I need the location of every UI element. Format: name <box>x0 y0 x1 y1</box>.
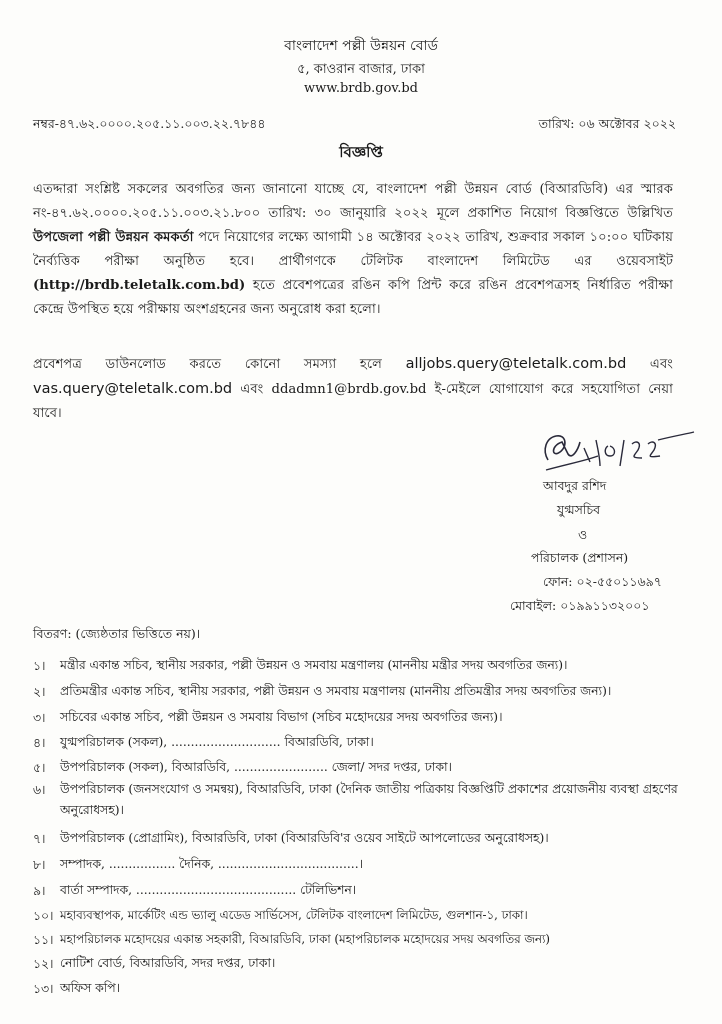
p1-text-a: এতদ্দারা সংশ্লিষ্ট সকলের অবগতির জন্য জানানো যাচ্ছে যে, বাংলাদেশ পল্লী উন্নয়ন বোর্ড (বিআরডিবি) এর স্মারক নং-৪৭.৬২.০০০০.২০৫.১১.০০৩.২১.৮০০ তারিখ: ৩০ জানুয়ারি ২০২২ মূলে প্রকাশিত নিয়োগ বিজ্ঞপ্তিতে উল্লিখিত <box>33 182 673 221</box>
p2-text-b: এবং <box>626 357 673 372</box>
p2-text-a: প্রবেশপত্র ডাউনলোড করতে কোনো সমস্যা হলে <box>33 357 406 372</box>
signatory-name: আবদুর রশিদ <box>543 478 607 493</box>
signatory-designation: যুগ্মসচিব <box>557 502 601 517</box>
list-item-number: ৩। <box>33 711 46 725</box>
list-item-number: ৭। <box>33 832 46 846</box>
p2-text-d: ই-মেইলে যোগাযোগ করে সহযোগিতা নেয়া যাবে। <box>33 382 674 421</box>
handwritten-signature <box>538 420 698 482</box>
notice-paragraph-2 <box>33 352 673 426</box>
list-item: উপপরিচালক (সকল), বিআরডিবি, ........................ জেলা/ সদর দপ্তর, ঢাকা। <box>60 760 452 774</box>
memo-number: নম্বর-৪৭.৬২.০০০০.২০৫.১১.০০৩.২২.৭৮৪৪ <box>33 116 266 131</box>
p1-text-c: হতে প্রবেশপত্রের রঙিন কপি প্রিন্ট করে রঙিন প্রবেশপত্রসহ নির্ধারিত পরীক্ষা কেন্দ্রে উপস্থিত হয়ে পরীক্ষায় অংশগ্রহনের জন্য অনুরোধ করা হলো। <box>33 278 673 317</box>
signatory-mobile: মোবাইল: ০১৯৯১১৩২০০১ <box>510 598 650 613</box>
list-item-number: ১২। <box>33 957 54 971</box>
list-item-number: ১১। <box>33 933 54 947</box>
org-name: বাংলাদেশ পল্লী উন্নয়ন বোর্ড <box>284 38 438 54</box>
list-item: প্রতিমন্ত্রীর একান্ত সচিব, স্থানীয় সরকার, পল্লী উন্নয়ন ও সমবায় মন্ত্রণালয় (মাননীয় প্রতিমন্ত্রীর সদয় অবগতির জন্য)। <box>60 684 612 698</box>
list-item: মহাপরিচালক মহোদয়ের একান্ত সহকারী, বিআরডিবি, ঢাকা (মহাপরিচালক মহোদয়ের সদয় অবগতির জন্য) <box>60 932 550 946</box>
admit-card-url[interactable]: (http://brdb.teletalk.com.bd) <box>33 278 246 293</box>
list-item: সম্পাদক, ................. দৈনিক, ....................................। <box>60 857 364 871</box>
signatory-phone: ফোন: ০২-৫৫০১১৬৯৭ <box>543 574 662 589</box>
org-website: www.brdb.gov.bd <box>303 81 418 96</box>
list-item: মন্ত্রীর একান্ত সচিব, স্থানীয় সরকার, পল্লী উন্নয়ন ও সমবায় মন্ত্রণালয় (মাননীয় মন্ত্রীর সদয় অবগতির জন্য)। <box>60 658 568 672</box>
email-vas[interactable]: vas.query@teletalk.com.bd <box>33 381 233 397</box>
list-item: মহাব্যবস্থাপক, মার্কেটিং এন্ড ভ্যালু এডেড সার্ভিসেস, টেলিটক বাংলাদেশ লিমিটেড, গুলশান-১, ঢাকা। <box>60 908 528 922</box>
notice-title: বিজ্ঞপ্তি <box>339 143 383 161</box>
post-name: উপজেলা পল্লী উন্নয়ন কমকর্তা <box>33 230 194 245</box>
list-item-number: ৯। <box>33 884 46 898</box>
list-item-number: ১৩। <box>33 982 54 996</box>
signatory-role: পরিচালক (প্রশাসন) <box>531 550 629 565</box>
list-item: উপপরিচালক (প্রোগ্রামিং), বিআরডিবি, ঢাকা (বিআরডিবি'র ওয়েব সাইটে আপলোডের অনুরোধসহ)। <box>60 831 549 845</box>
signatory-and: ও <box>578 527 588 542</box>
list-item-number: ১। <box>33 659 46 673</box>
list-item-number: ৮। <box>33 858 46 872</box>
org-address: ৫, কাওরান বাজার, ঢাকা <box>297 62 425 77</box>
p1-text-b: পদে নিয়োগের লক্ষ্যে আগামী ১৪ অক্টোবর ২০২২ তারিখ, শুক্রবার সকাল ১০:০০ ঘটিকায় নৈর্ব্যত্তিক পরীক্ষা অনুষ্ঠিত হবে। প্রার্থীগণকে টেলিটক বাংলাদেশ লিমিটেড এর ওয়েবসাইট <box>33 230 673 269</box>
list-item: অফিস কপি। <box>60 981 121 995</box>
list-item-number: ৫। <box>33 761 46 775</box>
list-item-number: ১০। <box>33 909 54 923</box>
list-item: সচিবের একান্ত সচিব, পল্লী উন্নয়ন ও সমবায় বিভাগ (সচিব মহোদয়ের সদয় অবগতির জন্য)। <box>60 710 503 724</box>
list-item: বার্তা সম্পাদক, ......................................... টেলিভিশন। <box>60 883 357 897</box>
list-item: নোটিশ বোর্ড, বিআরডিবি, সদর দপ্তর, ঢাকা। <box>60 956 276 970</box>
list-item-number: ৬। <box>33 783 46 797</box>
list-item-number: ২। <box>33 685 46 699</box>
list-item: যুগ্মপরিচালক (সকল), ............................ বিআরডিবি, ঢাকা। <box>60 735 374 749</box>
memo-date: তারিখ: ০৬ অক্টোবর ২০২২ <box>538 116 676 131</box>
distribution-heading: বিতরণ: (জ্যেষ্ঠতার ভিত্তিতে নয়)। <box>33 626 201 641</box>
p2-text-c: এবং <box>232 382 272 397</box>
email-ddadmn[interactable]: ddadmn1@brdb.gov.bd <box>271 382 427 397</box>
list-item: উপপরিচালক (জনসংযোগ ও সমন্বয়), বিআরডিবি, ঢাকা (দৈনিক জাতীয় পত্রিকায় বিজ্ঞপ্তিটি প্রকাশের প্রয়োজনীয় ব্যবস্থা গ্রহণের অনুরোধসহ)। <box>60 782 678 817</box>
notice-paragraph-1 <box>33 178 673 322</box>
email-alljobs[interactable]: alljobs.query@teletalk.com.bd <box>405 356 627 372</box>
list-item-number: ৪। <box>33 736 46 750</box>
